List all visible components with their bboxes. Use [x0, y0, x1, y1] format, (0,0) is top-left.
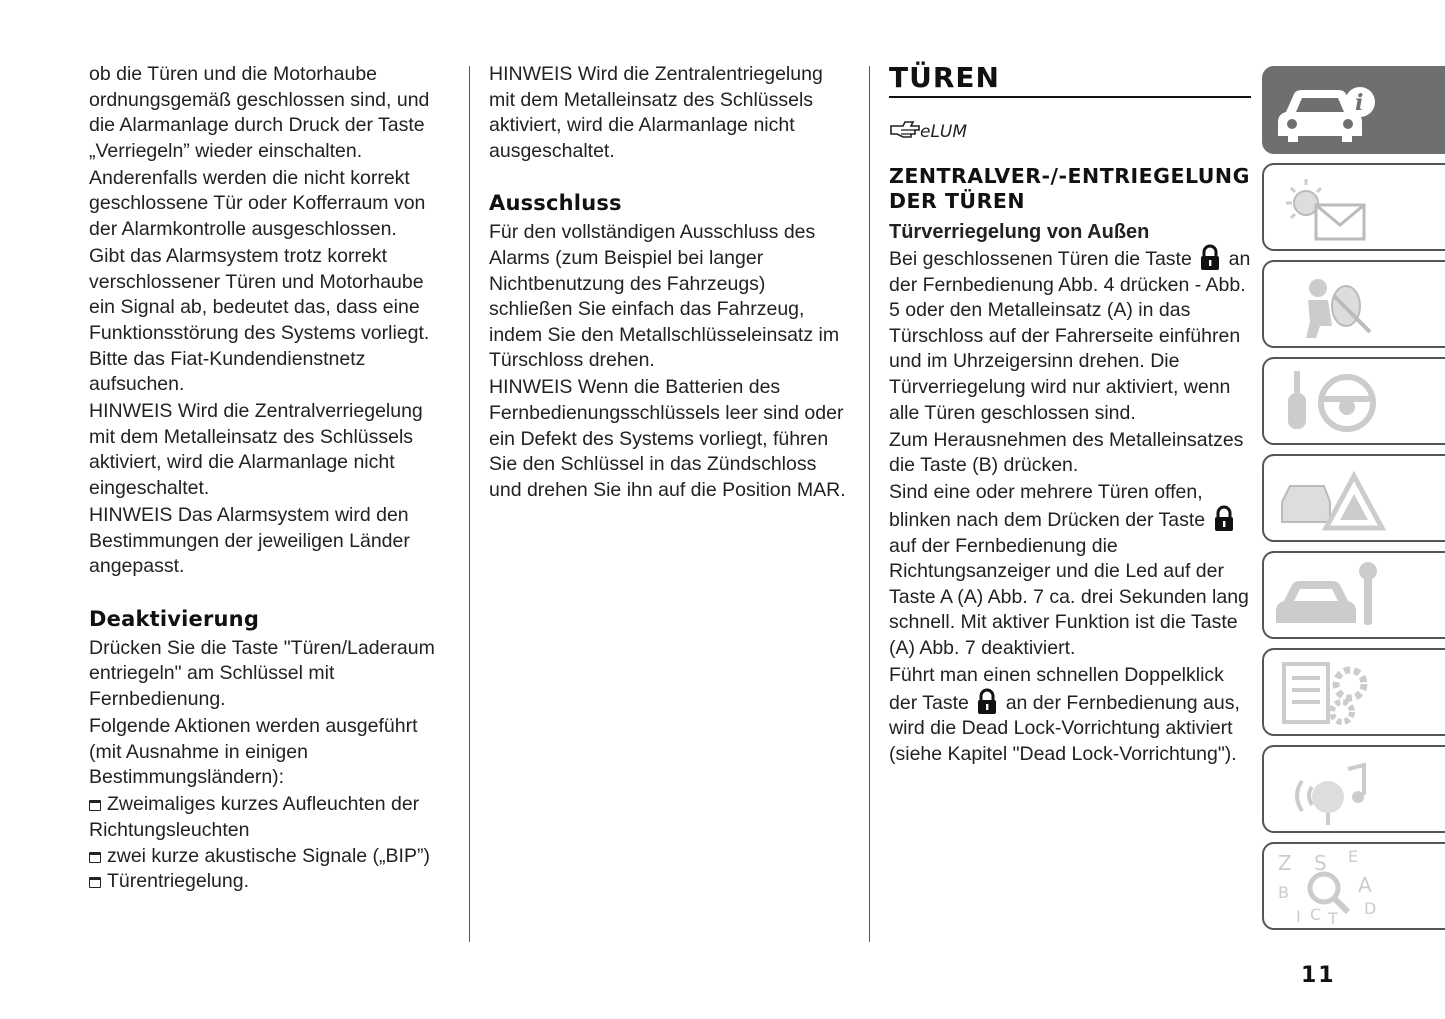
section-heading-deaktivierung: Deaktivierung	[89, 606, 260, 631]
tab-emergency[interactable]	[1262, 454, 1445, 542]
elum-hand-icon	[889, 112, 968, 142]
svg-text:T: T	[1328, 909, 1338, 928]
tab-maintenance[interactable]	[1262, 551, 1445, 639]
lock-icon	[1199, 245, 1221, 271]
paragraph: Für den vollständigen Ausschluss des Alarms (zum Beispiel bei langer Nichtbenutzung des Fahrzeugs) schließen Sie einfach das Fahrzeug, indem Sie den Metallschlüsseleinsatz im Türschloss drehen.	[489, 221, 840, 372]
tab-car-info[interactable]	[1262, 66, 1445, 154]
bullet-item	[89, 844, 454, 870]
paragraph: HINWEIS Wird die Zentralentriegelung mit dem Metalleinsatz des Schlüssels aktiviert, wird die Alarmanlage nicht ausgeschaltet.	[489, 63, 823, 162]
left-column	[89, 62, 454, 895]
bullet-text: Zweimaliges kurzes Aufleuchten der Richtungsleuchten	[89, 793, 420, 842]
chapter-tabs	[1262, 66, 1445, 939]
car-maintenance-icon	[1272, 557, 1392, 637]
multimedia-icon	[1272, 751, 1392, 831]
svg-text:S: S	[1314, 851, 1327, 875]
paragraph	[889, 480, 1251, 661]
checkbox-bullet-icon	[89, 852, 101, 863]
middle-column	[489, 62, 854, 505]
paragraph: Zum Herausnehmen des Metalleinsatzes die Taste (B) drücken.	[889, 428, 1244, 477]
svg-text:B: B	[1278, 883, 1289, 902]
column-divider	[469, 66, 470, 942]
page-number: 11	[1301, 963, 1336, 988]
svg-text:D: D	[1364, 899, 1377, 918]
lock-icon	[1213, 506, 1235, 532]
paragraph: Folgende Aktionen werden ausgeführt (mit Ausnahme in einigen Bestimmungsländern):	[89, 715, 418, 789]
paragraph	[889, 663, 1251, 767]
page-title: TÜREN	[889, 62, 1251, 98]
tab-safety[interactable]	[1262, 260, 1445, 348]
svg-text:Z: Z	[1278, 851, 1292, 875]
checkbox-bullet-icon	[89, 877, 101, 888]
text-fragment: auf der Fernbedienung die Richtungsanzeiger und die Led auf der Taste A (A) Abb. 7 ca. drei Sekunden lang schnell. Mit aktiver Funktion ist die Taste (A) Abb. 7 deaktiviert.	[889, 534, 1249, 659]
svg-text:A: A	[1358, 873, 1372, 897]
bullet-text: Türentriegelung.	[107, 870, 250, 893]
key-steering-wheel-icon	[1272, 363, 1392, 443]
text-fragment: Sind eine oder mehrere Türen offen, blinken nach dem Drücken der Taste	[889, 481, 1206, 531]
text-fragment: Führt man einen schnellen Doppelklick der Taste	[889, 664, 1224, 714]
tab-dashboard-lights[interactable]	[1262, 163, 1445, 251]
section-heading-ausschluss: Ausschluss	[489, 191, 622, 216]
svg-text:E: E	[1348, 847, 1359, 866]
bullet-item	[89, 792, 454, 843]
text-fragment: an der Fernbedienung aus, wird die Dead Lock-Vorrichtung aktiviert (siehe Kapitel "Dead Lock-Vorrichtung").	[889, 691, 1240, 765]
svg-text:i: i	[1355, 90, 1364, 116]
safety-airbag-icon	[1272, 266, 1392, 346]
tab-index[interactable]	[1262, 842, 1445, 930]
elum-label: eLUM	[920, 122, 968, 142]
paragraph: Anderenfalls werden die nicht korrekt geschlossene Tür oder Kofferraum von der Alarmkontrolle ausgeschlossen.	[89, 166, 426, 241]
bullet-item	[89, 869, 454, 895]
text-fragment: Bei geschlossenen Türen die Taste	[889, 248, 1192, 270]
paragraph: HINWEIS Wenn die Batterien des Fernbedienungsschlüssels leer sind oder ein Defekt des Systems vorliegt, führen Sie den Schlüssel in das Zündschloss und drehen Sie ihn auf die Position MAR.	[489, 376, 846, 501]
svg-text:C: C	[1310, 905, 1322, 924]
paragraph: Gibt das Alarmsystem trotz korrekt verschlossener Türen und Motorhaube ein Signal ab, bedeutet das, dass eine Funktionsstörung des Systems vorliegt. Bitte das Fiat-Kundendienstnetz aufsuchen.	[89, 245, 430, 396]
car-info-icon	[1272, 72, 1392, 152]
paragraph: ob die Türen und die Motorhaube ordnungsgemäß geschlossen sind, und die Alarmanlage durch Druck der Taste „Verriegeln” wieder einschalten.	[89, 63, 430, 162]
dashboard-lights-icon	[1272, 169, 1392, 249]
tab-technical-data[interactable]	[1262, 648, 1445, 736]
subsection-heading: Türverriegelung von Außen	[889, 221, 1150, 243]
column-divider	[869, 66, 870, 942]
technical-data-icon	[1272, 654, 1392, 734]
bullet-text: zwei kurze akustische Signale („BIP”)	[107, 844, 430, 867]
tab-multimedia[interactable]	[1262, 745, 1445, 833]
text-fragment: an der Fernbedienung Abb. 4 drücken - Abb. 5 oder den Metalleinsatz (A) in das Türschloss auf der Fahrerseite einführen und im Uhrzeigersinn drehen. Die Türverriegelung wird nur aktiviert, wenn alle Türen geschlossen sind.	[889, 248, 1251, 424]
right-column	[889, 62, 1251, 769]
tab-key-steering[interactable]	[1262, 357, 1445, 445]
paragraph: HINWEIS Wird die Zentralverriegelung mit dem Metalleinsatz des Schlüssels aktiviert, wird die Alarmanlage nicht eingeschaltet.	[89, 400, 423, 499]
paragraph	[889, 245, 1251, 426]
emergency-warning-icon	[1272, 460, 1392, 540]
section-heading-zentralverriegelung: ZENTRALVER-/-ENTRIEGELUNG DER TÜREN	[889, 164, 1250, 213]
checkbox-bullet-icon	[89, 800, 101, 811]
index-icon	[1272, 848, 1392, 928]
paragraph: Drücken Sie die Taste "Türen/Laderaum entriegeln" am Schlüssel mit Fernbedienung.	[89, 636, 435, 711]
svg-text:I: I	[1296, 907, 1301, 926]
paragraph: HINWEIS Das Alarmsystem wird den Bestimmungen der jeweiligen Länder angepasst.	[89, 504, 410, 578]
lock-icon	[976, 689, 998, 715]
